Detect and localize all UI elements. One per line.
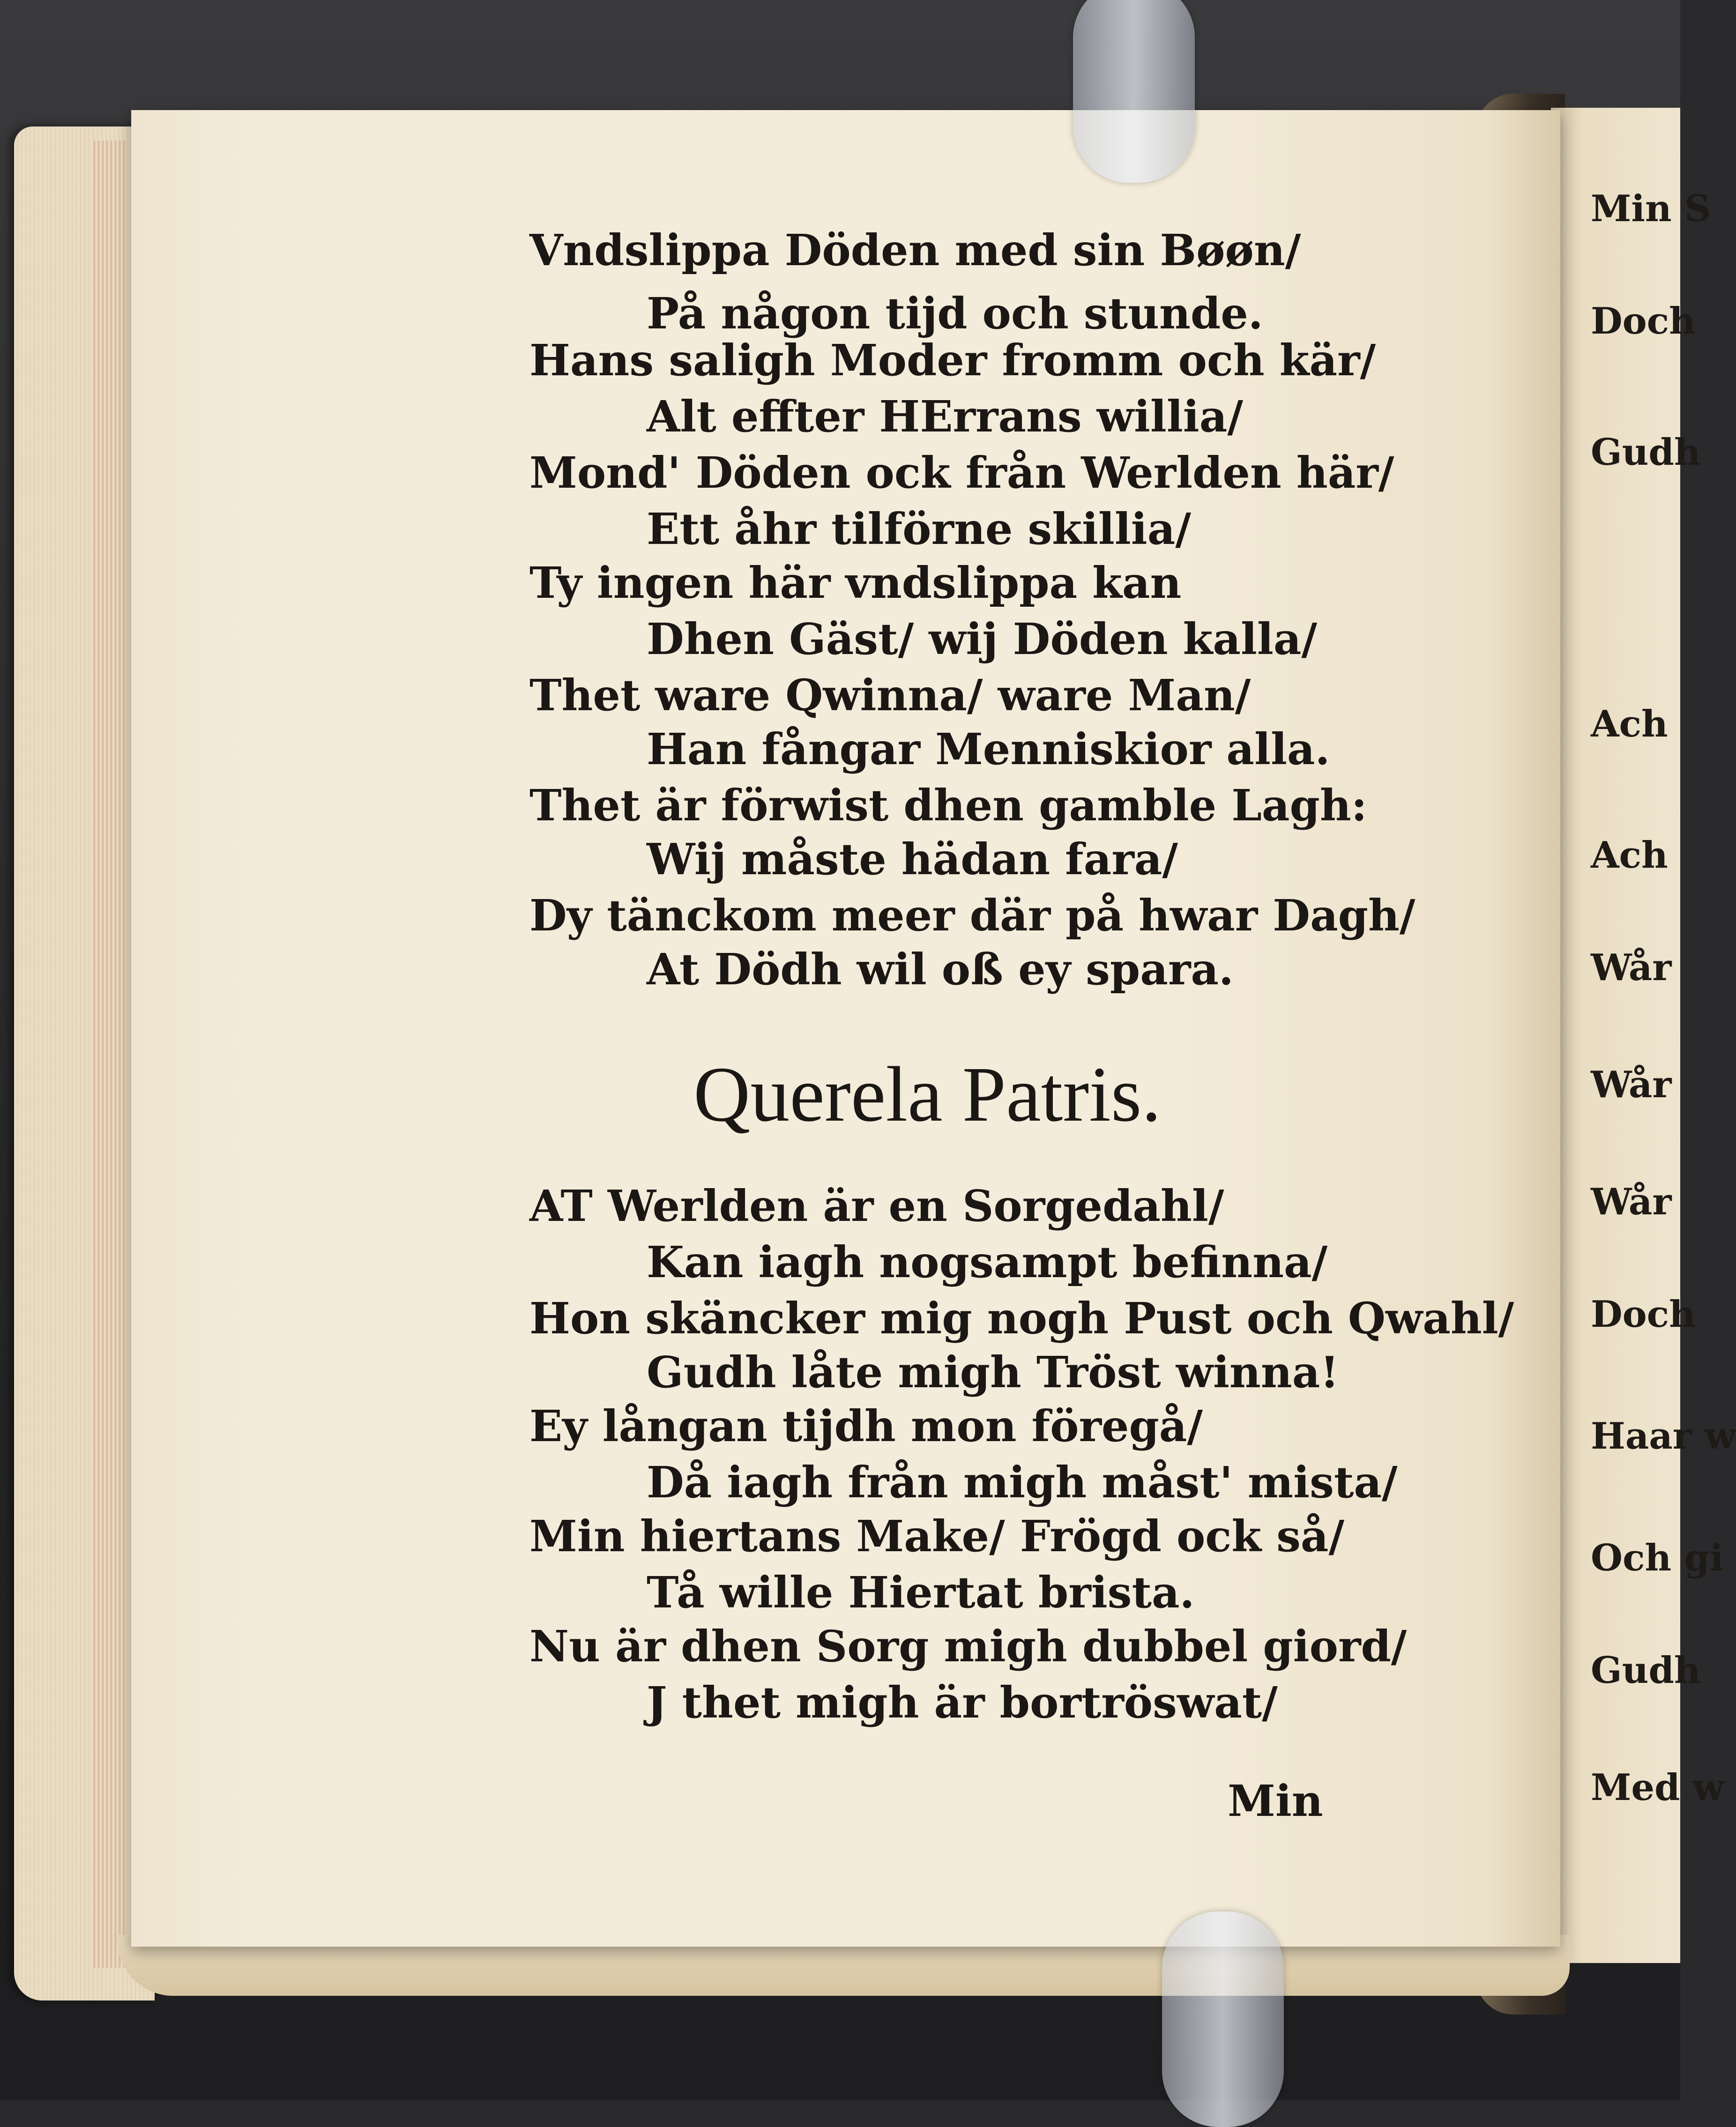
verse-line: Kan iagh nogsampt befinna/ bbox=[647, 1237, 1328, 1287]
right-page-fragment: Wår bbox=[1591, 1064, 1672, 1106]
verse-line: Hans saligh Moder fromm och kär/ bbox=[529, 335, 1376, 386]
right-page-fragment: Haar w bbox=[1591, 1415, 1736, 1458]
right-page-fragment: Ach bbox=[1591, 703, 1668, 745]
verse-line: At Dödh wil oß ey spara. bbox=[647, 944, 1234, 995]
verse-line: Nu är dhen Sorg migh dubbel giord/ bbox=[529, 1621, 1407, 1672]
section-heading: Querela Patris. bbox=[693, 1051, 1162, 1138]
verse-line: Min hiertans Make/ Frögd ock så/ bbox=[529, 1511, 1345, 1562]
right-page-fragment: Wår bbox=[1591, 946, 1672, 989]
verse-line: Alt effter HErrans willia/ bbox=[647, 391, 1243, 442]
right-page-fragment: Gudh bbox=[1591, 1649, 1701, 1692]
verse-line: Då iagh från migh måst' mista/ bbox=[647, 1457, 1398, 1508]
verse-line: Thet ware Qwinna/ ware Man/ bbox=[529, 670, 1251, 721]
verse-line: Gudh låte migh Tröst winna! bbox=[647, 1347, 1339, 1398]
right-page-fragment: Gudh bbox=[1591, 431, 1701, 474]
red-edge-stain bbox=[94, 141, 127, 1968]
right-page-fragment: Doch bbox=[1591, 300, 1696, 342]
verse-line: Vndslippa Döden med sin Bøøn/ bbox=[529, 225, 1301, 275]
right-page-fragment: Och gi bbox=[1591, 1537, 1724, 1579]
verse-line: J thet migh är bortröswat/ bbox=[647, 1677, 1278, 1728]
verse-line: Ey långan tijdh mon föregå/ bbox=[529, 1401, 1203, 1451]
verse-line: Ty ingen här vndslippa kan bbox=[529, 558, 1182, 608]
verse-line: Han fångar Menniskior alla. bbox=[647, 724, 1330, 774]
right-page-fragment: Ach bbox=[1591, 834, 1668, 877]
verse-line: Dhen Gäst/ wij Döden kalla/ bbox=[647, 614, 1318, 664]
catchword: Min bbox=[1228, 1776, 1323, 1826]
verse-line: Ett åhr tilförne skillia/ bbox=[647, 504, 1191, 554]
right-page-fragment: Min S bbox=[1591, 187, 1711, 230]
verse-line: Tå wille Hiertat brista. bbox=[647, 1567, 1195, 1618]
right-page-fragment: Wår bbox=[1591, 1181, 1672, 1223]
verse-line: Mond' Döden ock från Werlden här/ bbox=[529, 447, 1394, 498]
verse-line: Thet är förwist dhen gamble Lagh: bbox=[529, 780, 1367, 831]
show-through-text bbox=[398, 262, 423, 345]
right-page-fragment: Doch bbox=[1591, 1293, 1696, 1336]
verse-line: Hon skäncker mig nogh Pust och Qwahl/ bbox=[529, 1293, 1514, 1344]
glass-clip-top bbox=[1073, 0, 1195, 183]
glass-clip-bottom bbox=[1162, 1911, 1284, 2127]
verse-line: Dy tänckom meer där på hwar Dagh/ bbox=[529, 890, 1416, 941]
verse-line: AT Werlden är en Sorgedahl/ bbox=[529, 1181, 1224, 1231]
right-page-fragment: Med w bbox=[1591, 1766, 1724, 1809]
verse-line: Wij måste hädan fara/ bbox=[647, 834, 1178, 885]
verse-line: På någon tijd och stunde. bbox=[647, 288, 1263, 339]
